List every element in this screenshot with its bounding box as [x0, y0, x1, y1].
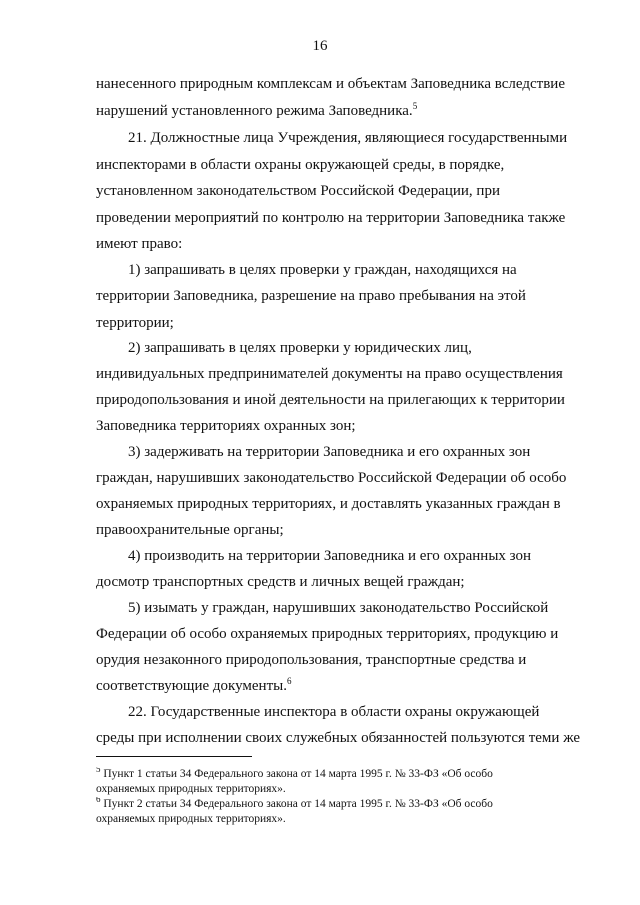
- footnote-reference[interactable]: 6: [286, 676, 292, 686]
- text-line: Заповедника территориях охранных зон;: [96, 418, 356, 434]
- footnote-marker: 5: [96, 767, 101, 775]
- text-line: 3) задерживать на территории Заповедника и его охранных зон: [128, 444, 531, 460]
- footnote-text: Пункт 2 статьи 34 Федерального закона от 14 марта 1995 г. № 33-ФЗ «Об особо: [103, 798, 493, 810]
- text-line: Федерации об особо охраняемых природных территориях, продукцию и: [96, 626, 559, 642]
- footnote-text: Пункт 1 статьи 34 Федерального закона от 14 марта 1995 г. № 33-ФЗ «Об особо: [103, 768, 493, 780]
- text-line: 4) производить на территории Заповедника и его охранных зон: [128, 548, 532, 564]
- text-line: установленном законодательством Российской Федерации, при: [96, 183, 500, 199]
- text-line: охраняемых природных территориях, и доставлять указанных граждан в: [96, 496, 561, 512]
- text-line: проведении мероприятий по контролю на территории Заповедника также: [96, 210, 566, 226]
- text-line: 5) изымать у граждан, нарушивших законодательство Российской: [128, 600, 549, 616]
- footnote-continuation: охраняемых природных территориях».: [96, 813, 286, 825]
- text-line: 1) запрашивать в целях проверки у граждан, находящихся на: [128, 262, 517, 278]
- text-line-content: соответствующие документы.: [96, 678, 287, 694]
- footnote-continuation: охраняемых природных территориях».: [96, 783, 286, 795]
- text-line: природопользования и иной деятельности на прилегающих к территории: [96, 392, 565, 408]
- text-line: имеют право:: [96, 236, 183, 252]
- text-line-content: нарушений установленного режима Заповедника.: [96, 103, 413, 119]
- text-line: территории;: [96, 315, 174, 331]
- text-line: [96, 101, 582, 121]
- text-line: граждан, нарушивших законодательство Российской Федерации об особо: [96, 470, 567, 486]
- text-line: нанесенного природным комплексам и объектам Заповедника вследствие: [96, 76, 565, 92]
- page-number: 16: [312, 38, 328, 54]
- footnote-reference[interactable]: 5: [412, 101, 418, 111]
- text-line: правоохранительные органы;: [96, 522, 284, 538]
- footnote: [96, 767, 582, 782]
- footnote: [96, 797, 582, 812]
- text-line: 22. Государственные инспектора в области охраны окружающей: [128, 704, 540, 720]
- text-line: индивидуальных предпринимателей документы на право осуществления: [96, 366, 563, 382]
- footnote-marker: 6: [96, 797, 101, 805]
- text-line: досмотр транспортных средств и личных вещей граждан;: [96, 574, 465, 590]
- text-line: 2) запрашивать в целях проверки у юридических лиц,: [128, 340, 472, 356]
- text-line: среды при исполнении своих служебных обязанностей пользуются теми же: [96, 730, 581, 746]
- footnote-separator: [96, 756, 252, 757]
- text-line: орудия незаконного природопользования, транспортные средства и: [96, 652, 527, 668]
- text-line: [96, 676, 582, 696]
- text-line: территории Заповедника, разрешение на право пребывания на этой: [96, 288, 526, 304]
- text-line: инспекторами в области охраны окружающей среды, в порядке,: [96, 157, 505, 173]
- text-line: 21. Должностные лица Учреждения, являющиеся государственными: [128, 130, 568, 146]
